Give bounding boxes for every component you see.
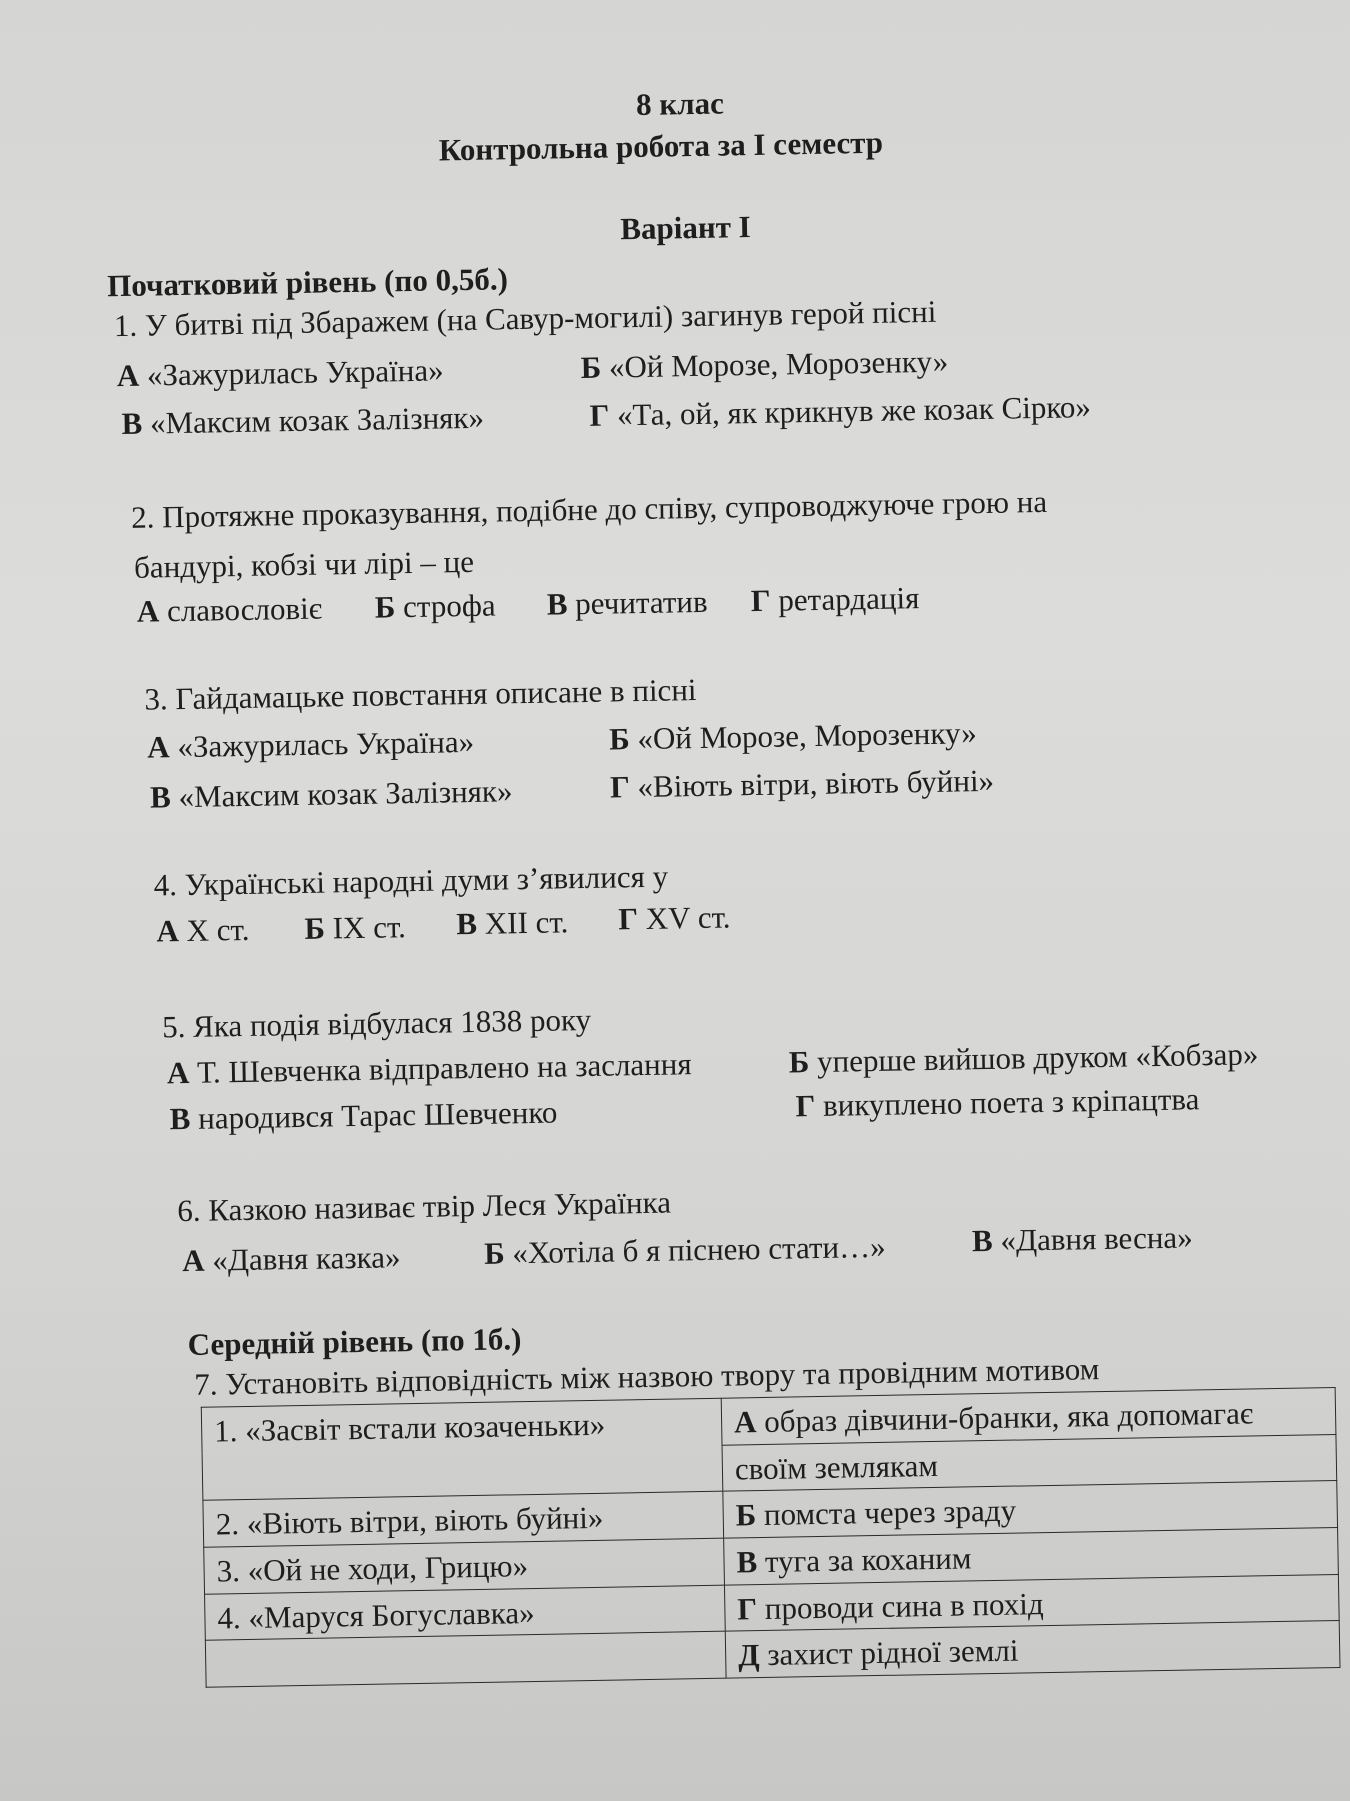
middle-level-heading: Середній рівень (по 1б.)	[187, 1321, 522, 1363]
option-text: «Давня казка»	[212, 1239, 401, 1278]
option-text: ХV ст.	[645, 899, 731, 936]
option-text: «Максим козак Залізняк»	[178, 773, 513, 815]
question-6: 6. Казкою називає твір Леся Українка	[177, 1184, 672, 1229]
question-1: 1. У битві під Збаражем (на Савур-могилі) загинув герой пісні	[113, 293, 937, 344]
left-cell: 3. «Ой не ходи, Грицю»	[204, 1538, 725, 1594]
option-letter: А	[156, 913, 180, 949]
q3-option-b	[609, 715, 977, 757]
option-text: Х ст.	[186, 911, 250, 948]
option-text: народився Тарас Шевченко	[190, 1094, 558, 1136]
option-text: «Зажурилась Україна»	[138, 352, 444, 393]
option-text: «Та, ой, як крикнув же козак Сірко»	[616, 389, 1092, 433]
option-letter: Д	[737, 1637, 760, 1673]
initial-level-heading: Початковий рівень (по 0,5б.)	[106, 261, 509, 304]
option-letter: В	[971, 1222, 993, 1259]
option-letter: Г	[589, 397, 610, 433]
option-text: туга за коханим	[764, 1540, 972, 1579]
option-text: строфа	[402, 587, 496, 625]
option-text: «Ой Морозе, Морозенку»	[608, 343, 949, 385]
option-letter: В	[121, 405, 143, 442]
option-text: «Хотіла б я піснею стати…»	[512, 1228, 886, 1271]
q2-option-a	[137, 591, 323, 630]
question-2-line-2: бандурі, кобзі чи лірі – це	[133, 543, 475, 585]
option-letter: Г	[618, 901, 639, 937]
q4-option-v	[456, 904, 569, 942]
matching-table	[201, 1387, 1341, 1688]
option-text: проводи сина в похід	[764, 1585, 1044, 1626]
option-text: помста через зраду	[763, 1492, 1017, 1533]
option-text: ретардація	[777, 580, 920, 618]
option-letter: В	[736, 1544, 758, 1580]
q2-option-g	[750, 580, 919, 619]
option-text: речитатив	[574, 583, 708, 622]
q6-option-v	[972, 1219, 1193, 1258]
option-text: «Ой Морозе, Морозенку»	[637, 715, 977, 757]
option-text: «Максим козак Залізняк»	[141, 399, 485, 441]
q2-option-v	[547, 584, 708, 622]
option-letter: Г	[609, 769, 631, 805]
option-letter: А	[136, 593, 160, 629]
right-cell: своїм землякам	[722, 1434, 1337, 1491]
q3-option-a	[147, 724, 474, 765]
option-text: «Зажурилась Україна»	[177, 723, 475, 765]
option-letter: Г	[750, 582, 771, 619]
right-cell	[725, 1621, 1340, 1678]
q1-option-b	[580, 344, 948, 386]
q6-option-a	[182, 1239, 401, 1278]
option-letter: А	[733, 1404, 757, 1440]
q1-option-v	[121, 400, 484, 442]
q1-option-g	[589, 389, 1091, 433]
option-text: славословіє	[166, 590, 323, 629]
option-letter: В	[169, 1100, 191, 1137]
option-letter: Б	[608, 721, 630, 757]
option-letter: А	[166, 1054, 190, 1091]
option-text: Т. Шевченка відправлено на заслання	[196, 1046, 692, 1090]
q1-option-a	[116, 352, 443, 393]
question-2-line-1: 2. Протяжне проказування, подібне до співу, супроводжуюче грою на	[130, 483, 1048, 535]
question-4: 4. Українські народні думи з’явилися у	[153, 858, 669, 903]
option-text: «Давня весна»	[1000, 1219, 1193, 1258]
option-letter: Б	[788, 1044, 810, 1080]
option-letter: А	[146, 729, 170, 765]
q2-option-b	[375, 588, 496, 626]
option-letter: Б	[483, 1235, 505, 1271]
q3-option-g	[610, 763, 995, 805]
option-letter: Б	[580, 349, 602, 385]
q4-option-a	[156, 912, 250, 949]
option-letter: Б	[304, 910, 326, 946]
q4-option-g	[618, 899, 731, 937]
question-3: 3. Гайдамацьке повстання описане в пісні	[144, 672, 697, 717]
option-letter: А	[116, 357, 140, 394]
option-text: захист рідної землі	[766, 1632, 1019, 1673]
q4-option-b	[304, 909, 406, 946]
q5-option-v	[169, 1095, 557, 1137]
option-letter: Б	[374, 589, 396, 625]
option-text: образ дівчини-бранки, яка допомагає	[763, 1395, 1254, 1439]
option-letter: В	[456, 905, 478, 942]
option-letter: В	[546, 586, 568, 622]
option-text: ІХ ст.	[332, 909, 407, 946]
q5-option-b	[789, 1036, 1259, 1080]
option-text: уперше вийшов друком «Кобзар»	[816, 1036, 1259, 1079]
option-letter: Б	[735, 1497, 757, 1533]
q3-option-v	[150, 773, 513, 815]
variant-title: Варіант І	[619, 209, 751, 247]
option-text: ХІІ ст.	[484, 904, 569, 941]
option-text: «Віють вітри, віють буйні»	[637, 762, 995, 805]
left-cell: 2. «Віють вітри, віють буйні»	[203, 1491, 724, 1547]
q5-option-g	[795, 1081, 1199, 1124]
q5-option-a	[167, 1046, 692, 1091]
grade-title: 8 клас	[635, 85, 725, 122]
test-title: Контрольна робота за І семестр	[438, 124, 884, 168]
option-letter: В	[149, 779, 172, 815]
left-cell-empty	[205, 1631, 726, 1687]
option-text: викуплено поета з кріпацтва	[822, 1081, 1200, 1123]
option-letter: Г	[795, 1088, 816, 1124]
question-7: 7. Установіть відповідність між назвою твору та провідним мотивом	[194, 1351, 1100, 1402]
option-letter: А	[181, 1242, 205, 1279]
question-5: 5. Яка подія відбулася 1838 року	[161, 1001, 592, 1045]
left-cell: 1. «Засвіт встали козаченьки»	[201, 1398, 723, 1500]
left-cell: 4. «Маруся Богуславка»	[205, 1585, 726, 1641]
q6-option-b	[484, 1229, 886, 1272]
option-letter: Г	[737, 1590, 758, 1627]
